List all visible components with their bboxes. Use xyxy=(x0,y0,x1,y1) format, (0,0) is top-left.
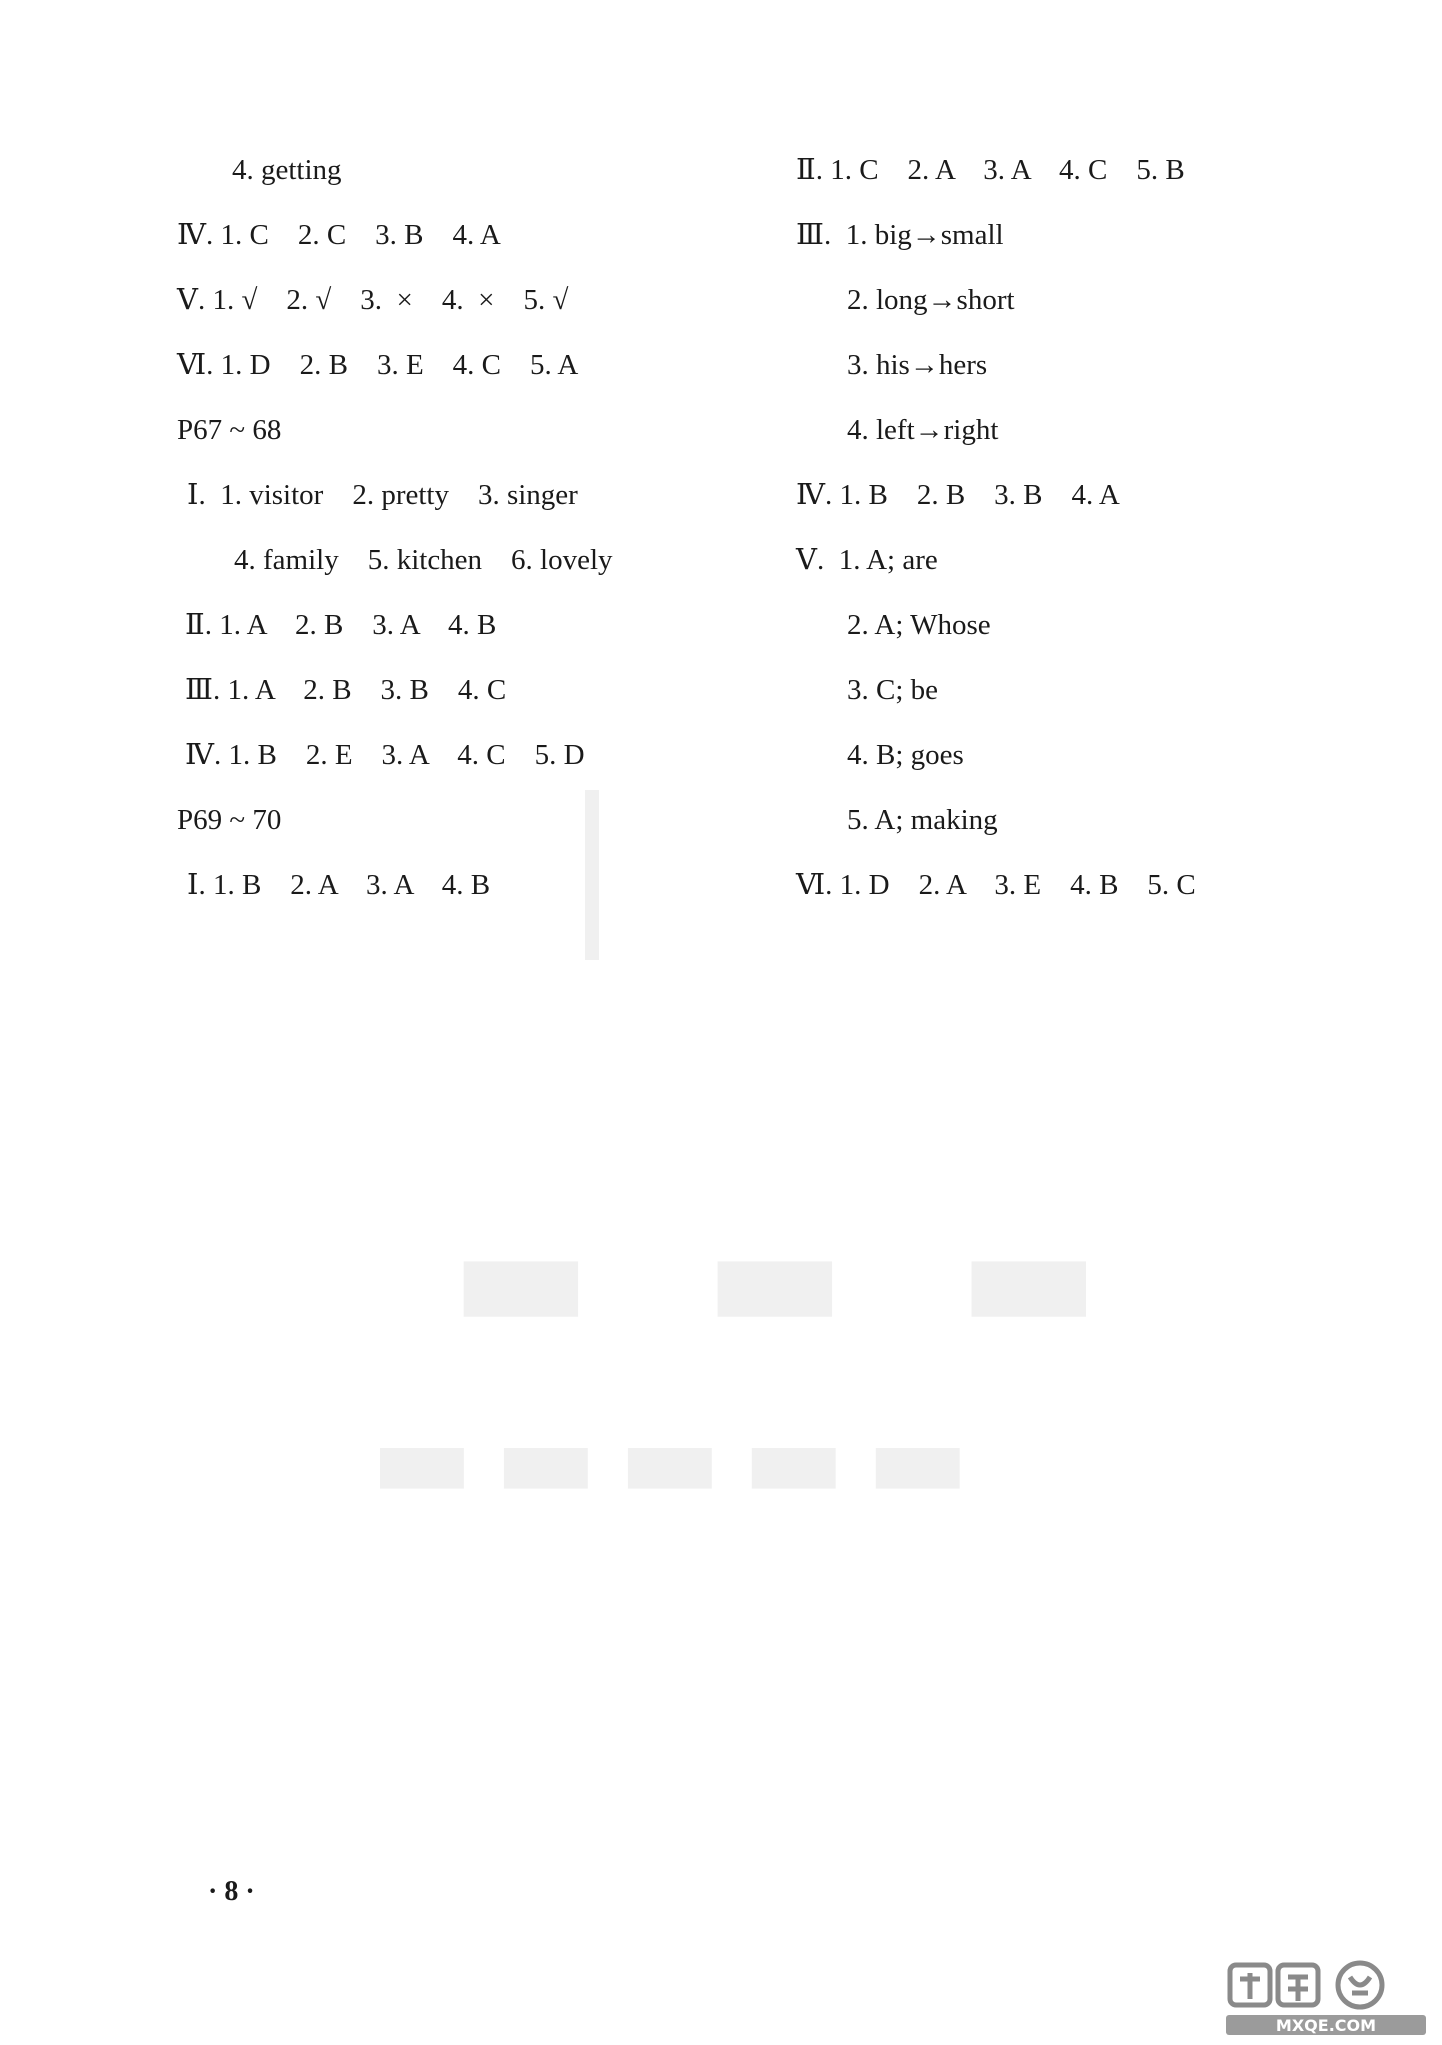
answer-line: 3. C; be xyxy=(847,674,939,706)
answer-line: Ⅵ. 1. D 2. A 3. E 4. B 5. C xyxy=(796,869,1196,901)
answer-line: 3. his→hers xyxy=(847,349,988,381)
answer-line: Ⅳ. 1. B 2. E 3. A 4. C 5. D xyxy=(185,739,585,771)
answer-line: 2. A; Whose xyxy=(847,609,991,641)
answer-line: Ⅱ. 1. C 2. A 3. A 4. C 5. B xyxy=(796,154,1185,186)
answer-line: 2. long→short xyxy=(847,284,1015,316)
answer-line: 5. A; making xyxy=(847,804,998,836)
page-number: · 8 · xyxy=(208,1876,255,1907)
answer-line: Ⅳ. 1. B 2. B 3. B 4. A xyxy=(796,479,1120,511)
answer-line: Ⅲ. 1. A 2. B 3. B 4. C xyxy=(185,674,507,706)
watermark-site-text: MXQE.COM xyxy=(1275,2016,1377,2035)
answer-line: 4. getting xyxy=(232,154,342,186)
answer-line: 4. family 5. kitchen 6. lovely xyxy=(234,544,613,576)
watermark-logo-mark xyxy=(1230,1963,1382,2007)
answer-line: Ⅴ. 1. A; are xyxy=(796,544,938,576)
answer-line: Ⅰ. 1. visitor 2. pretty 3. singer xyxy=(187,479,578,511)
answer-line: Ⅴ. 1. √ 2. √ 3. × 4. × 5. √ xyxy=(177,284,569,316)
ghost-subheading-mark: ▬▬▬▬▬ xyxy=(370,1395,990,1523)
answer-line: Ⅱ. 1. A 2. B 3. A 4. B xyxy=(185,609,497,641)
answer-line: Ⅳ. 1. C 2. C 3. B 4. A xyxy=(177,219,501,251)
section-page-range: P69 ~ 70 xyxy=(177,804,282,836)
ghost-vertical-stroke xyxy=(585,790,599,960)
answer-line: 4. left→right xyxy=(847,414,999,446)
answer-line: Ⅵ. 1. D 2. B 3. E 4. C 5. A xyxy=(177,349,579,381)
answer-line: Ⅰ. 1. B 2. A 3. A 4. B xyxy=(187,869,491,901)
ghost-heading-mark: ▬ ▬ ▬ xyxy=(450,1190,1130,1364)
site-watermark-logo xyxy=(1222,1959,1432,2039)
section-page-range: P67 ~ 68 xyxy=(177,414,282,446)
answer-line: Ⅲ. 1. big→small xyxy=(796,219,1004,251)
answer-line: 4. B; goes xyxy=(847,739,964,771)
